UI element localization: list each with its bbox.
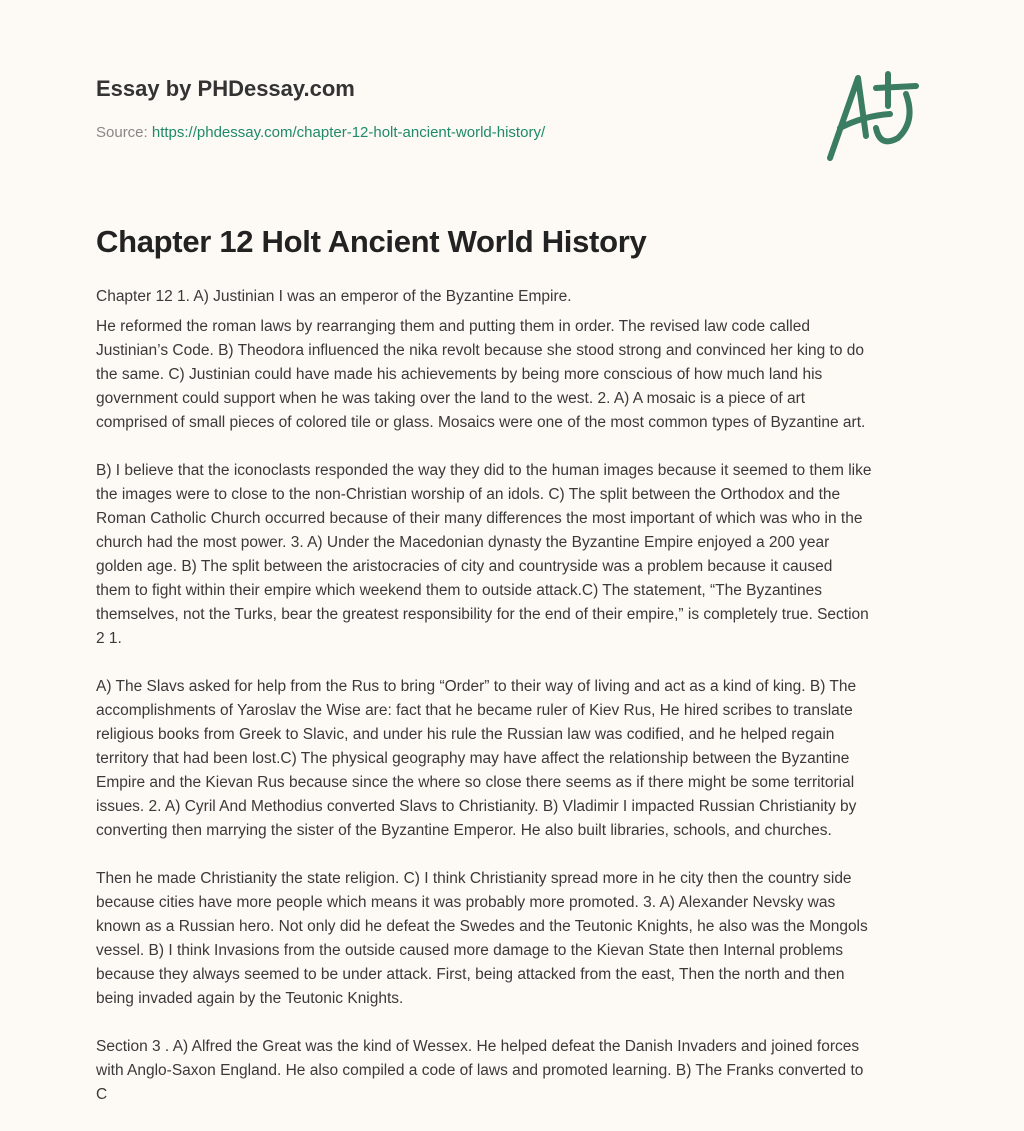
paragraph-line: Chapter 12 1. A) Justinian I was an emperor of the Byzantine Empire. bbox=[96, 288, 572, 305]
paragraph-line: vessel. B) I think Invasions from the outside caused more damage to the Kievan State then Internal problems bbox=[96, 942, 843, 959]
paragraph-line: church had the most power. 3. A) Under the Macedonian dynasty the Byzantine Empire enjoyed a 200 year bbox=[96, 534, 830, 551]
source-link[interactable]: https://phdessay.com/chapter-12-holt-ancient-world-history/ bbox=[151, 124, 546, 141]
a-plus-logo-icon bbox=[818, 66, 928, 166]
paragraph bbox=[96, 459, 956, 651]
paragraph-line: Justinian’s Code. B) Theodora influenced the nika revolt because she stood strong and convinced her king to do bbox=[96, 342, 865, 359]
paragraph-line: the same. C) Justinian could have made his achievements by being more conscious of how much land his bbox=[96, 366, 823, 383]
paragraph-line: the images were to close to the non-Christian worship of an idols. C) The split between the Orthodox and the bbox=[96, 486, 841, 503]
paragraph bbox=[96, 1035, 956, 1107]
paragraph bbox=[96, 315, 956, 435]
paragraph-line: themselves, not the Turks, bear the greatest responsibility for the end of their empire,” is completely true. Section bbox=[96, 606, 869, 623]
paragraph-line: 2 1. bbox=[96, 630, 122, 647]
paragraph-line: because cities have more people which means it was probably more promoted. 3. A) Alexander Nevsky was bbox=[96, 894, 836, 911]
paragraph-line: Then he made Christianity the state religion. C) I think Christianity spread more in he city then the country side bbox=[96, 870, 852, 887]
paragraph-line: accomplishments of Yaroslav the Wise are: fact that he became ruler of Kiev Rus, He hired scribes to translate bbox=[96, 702, 853, 719]
paragraph-line: with Anglo-Saxon England. He also compiled a code of laws and promoted learning. B) The Franks converted to bbox=[96, 1062, 864, 1079]
paragraph-line: government could support when he was taking over the land to the west. 2. A) A mosaic is a piece of art bbox=[96, 390, 806, 407]
paragraph-line: C bbox=[96, 1086, 108, 1103]
paragraph bbox=[96, 285, 956, 309]
paragraph-line: being invaded again by the Teutonic Knights. bbox=[96, 990, 404, 1007]
document-body bbox=[96, 285, 956, 1131]
paragraph-line: issues. 2. A) Cyril And Methodius converted Slavs to Christianity. B) Vladimir I impacted Russian Christianity by bbox=[96, 798, 857, 815]
paragraph-line: Empire and the Kievan Rus because since the where so close there seems as if there might be some territorial bbox=[96, 774, 855, 791]
paragraph-line: golden age. B) The split between the aristocracies of city and countryside was a problem because it caused bbox=[96, 558, 833, 575]
paragraph-line: known as a Russian hero. Not only did he defeat the Swedes and the Teutonic Knights, he also was the Mongols bbox=[96, 918, 868, 935]
paragraph-line: them to fight within their empire which weekend them to outside attack.C) The statement, “The Byzantines bbox=[96, 582, 822, 599]
document-title: Chapter 12 Holt Ancient World History bbox=[96, 224, 647, 259]
paragraph-line: territory that had been lost.C) The physical geography may have affect the relationship between the Byzantine bbox=[96, 750, 850, 767]
source-label: Source: bbox=[96, 124, 148, 141]
site-header-title: Essay by PHDessay.com bbox=[96, 76, 355, 101]
paragraph bbox=[96, 675, 956, 843]
paragraph-line: A) The Slavs asked for help from the Rus to bring “Order” to their way of living and act as a kind of king. B) The bbox=[96, 678, 857, 695]
paragraph-line: He reformed the roman laws by rearranging them and putting them in order. The revised law code called bbox=[96, 318, 810, 335]
paragraph-line: Roman Catholic Church occurred because of their many differences the most important of which was who in the bbox=[96, 510, 863, 527]
paragraph bbox=[96, 867, 956, 1011]
paragraph-line: comprised of small pieces of colored tile or glass. Mosaics were one of the most common types of Byzantine art. bbox=[96, 414, 866, 431]
paragraph-line: Section 3 . A) Alfred the Great was the kind of Wessex. He helped defeat the Danish Invaders and joined forces bbox=[96, 1038, 860, 1055]
source-line bbox=[96, 124, 545, 141]
paragraph-line: because they always seemed to be under attack. First, being attacked from the east, Then the north and then bbox=[96, 966, 845, 983]
paragraph-line: religious books from Greek to Slavic, and under his rule the Russian law was codified, and he helped regain bbox=[96, 726, 835, 743]
paragraph-line: converting then marrying the sister of the Byzantine Emperor. He also built libraries, schools, and churches. bbox=[96, 822, 832, 839]
paragraph-line: B) I believe that the iconoclasts responded the way they did to the human images because it seemed to them like bbox=[96, 462, 872, 479]
